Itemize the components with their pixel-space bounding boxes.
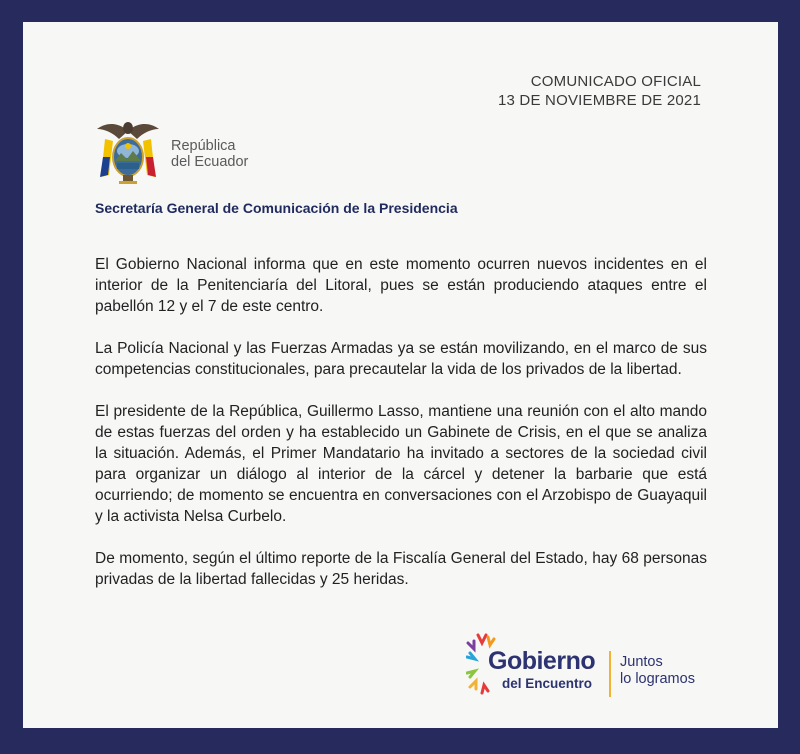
logo-line-2: del Ecuador [171, 154, 249, 170]
republica-wordmark [171, 138, 248, 170]
slogan-line-2: lo logramos [620, 671, 695, 687]
republica-logo [95, 115, 295, 187]
secretariat-heading: Secretaría General de Comunicación de la Presidencia [95, 200, 458, 216]
paragraph: El presidente de la República, Guillermo Lasso, mantiene una reunión con el alto mando de estas fuerzas del orden y ha establecido un Gabinete de Crisis, en el que se analiza la situación. Además, el Primer Mandatario ha invitado a sectores de la sociedad civil para organizar un diálogo al interior de la cárcel y detener la barbarie que está ocurriendo; de momento se encuentra en conversaciones con el Arzobispo de Guayaquil y la activista Nelsa Curbelo. [95, 403, 707, 525]
logo-line-1: República [171, 138, 236, 154]
paragraph: El Gobierno Nacional informa que en este momento ocurren nuevos incidentes en el interior de la Penitenciaría del Litoral, pues se están produciendo ataques entre el pabellón 12 y el 7 de este centro. [95, 256, 707, 315]
logo-divider [609, 651, 611, 697]
slogan-line-1: Juntos [620, 654, 663, 670]
communique-header [498, 72, 701, 110]
gobierno-logo [466, 629, 726, 699]
brand-word: Gobierno [488, 647, 596, 675]
document-type: COMUNICADO OFICIAL [530, 73, 701, 90]
communique-body [95, 254, 707, 611]
paragraph: De momento, según el último reporte de la Fiscalía General del Estado, hay 68 personas privadas de la libertad fallecidas y 25 heridas. [95, 550, 707, 588]
slogan [620, 654, 695, 688]
brand-subtitle: del Encuentro [502, 676, 593, 691]
communique-sheet [23, 22, 778, 728]
coat-of-arms-icon [95, 115, 161, 187]
paragraph: La Policía Nacional y las Fuerzas Armadas ya se están movilizando, en el marco de sus competencias constitucionales, para precautelar la vida de los privados de la libertad. [95, 340, 707, 378]
document-date: 13 DE NOVIEMBRE DE 2021 [497, 92, 701, 109]
